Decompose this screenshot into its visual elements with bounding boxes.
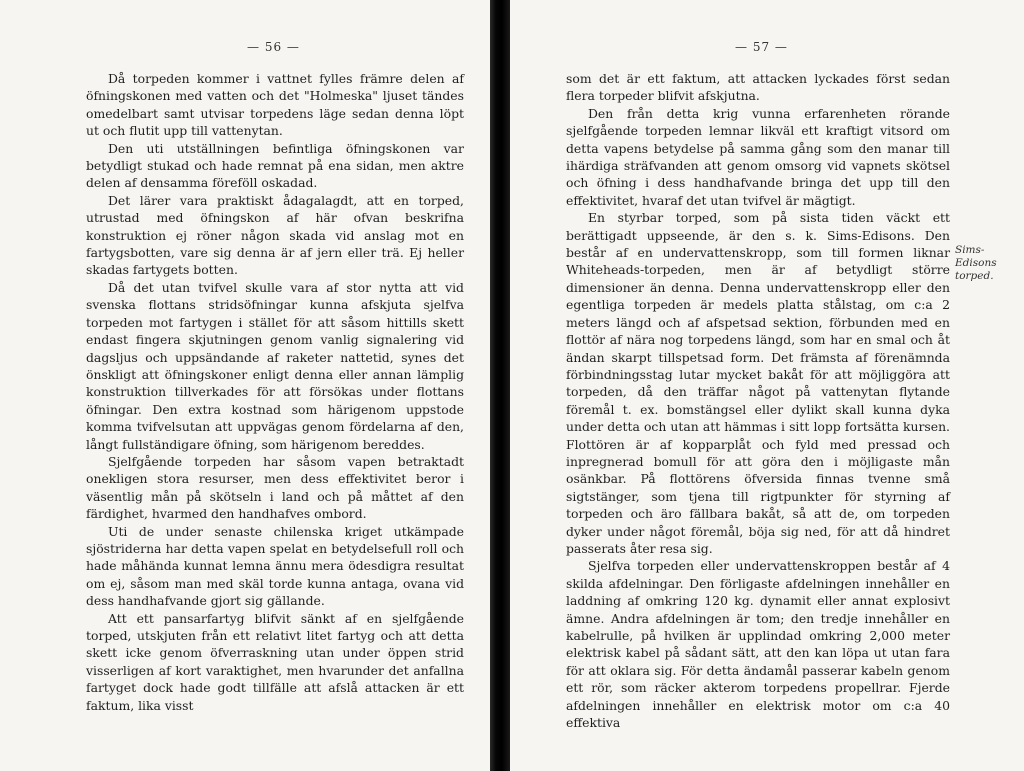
paragraph: Då torpeden kommer i vattnet fylles främre delen af öfningskonen med vatten och det "Holmeska" ljuset tändes omedelbart samt utvisar torpedens läge sedan denna löpt ut och flutit upp till vattenytan. bbox=[86, 71, 464, 139]
paragraph: Att ett pansarfartyg blifvit sänkt af en sjelfgående torped, utskjuten från ett relativt litet fartyg och att detta skett icke genom öfverraskning utan under öppen strid visserligen af kort varaktighet, men hvarunder det anfallna fartyget dock hade godt tillfälle att afslå attacken är ett faktum, lika visst bbox=[86, 610, 464, 713]
paragraph: Sjelfva torpeden eller undervattenskroppen består af 4 skilda afdelningar. Den förligaste afdelningen innehåller en laddning af omkring 120 kg. dynamit eller annat explosivt ämne. Andra afdelningen är tom; den tredje innehåller en kabelrulle, på hvilken är upplindad omkring 2,000 meter elektrisk kabel på sådant sätt, att den kan löpa ut utan fara för att oklara sig. För detta ändamål passerar kabeln genom ett rör, som räcker akterom torpedens propellrar. Fjerde afdelningen innehåller en elektrisk motor om c:a 40 effektiva bbox=[566, 558, 950, 731]
left-page-text bbox=[86, 70, 464, 714]
paragraph: Det lärer vara praktiskt ådagalagdt, att en torped, utrustad med öfningskon af här ofvan beskrifna konstruktion ej röner någon skada vid anslag mot en fartygsbotten, vare sig denna är af jern eller trä. Ej heller skadas fartygets botten. bbox=[86, 192, 464, 278]
book-gutter bbox=[490, 0, 510, 771]
paragraph: Sjelfgående torpeden har såsom vapen betraktadt onekligen stora resurser, men dess effektivitet beror i väsentlig mån på skötseln i land och på måttet af den färdighet, hvarmed den handhafves ombord. bbox=[86, 453, 464, 522]
left-page bbox=[0, 0, 490, 771]
page-number-56: — 56 — bbox=[247, 40, 300, 54]
paragraph: Den från detta krig vunna erfarenheten rörande sjelfgående torpeden lemnar likväl ett kraftigt vitsord om detta vapens betydelse på samma gång som den manar till ihärdiga sträfvanden att genom omsorg vid vapnets skötsel och öfning i dess handhafvande bringa det upp till den effektivitet, hvaraf det utan tvifvel är mägtigt. bbox=[566, 105, 950, 208]
paragraph: Uti de under senaste chilenska kriget utkämpade sjöstriderna har detta vapen spelat en betydelsefull roll och hade måhända kunnat lemna ännu mera ödesdigra resultat om ej, såsom man med skäl torde kunna antaga, ovana vid dess handhafvande gjort sig gällande. bbox=[86, 523, 464, 609]
right-page-text bbox=[566, 70, 950, 731]
page-number-57: — 57 — bbox=[735, 40, 788, 54]
paragraph: som det är ett faktum, att attacken lyckades först sedan flera torpeder blifvit afskjutna. bbox=[566, 71, 950, 104]
paragraph: Då det utan tvifvel skulle vara af stor nytta att vid svenska flottans stridsöfningar kunna afskjuta sjelfva torpeden mot fartygen i stället för att såsom hittills skett endast fingera skjutningen genom vanlig signalering vid dagsljus och uppsändande af raketer nattetid, synes det önskligt att öfningskoner enligt denna eller annan lämplig konstruktion tillverkades för att försökas under flottans öfningar. Den extra kostnad som härigenom uppstode komma tvifvelsutan att uppvägas genom fördelarna af den, långt fullständigare öfning, som härigenom bereddes. bbox=[86, 279, 464, 452]
paragraph: En styrbar torped, som på sista tiden väckt ett berättigadt uppseende, är den s. k. Sims-Edisons. Den består af en undervattenskropp, som till formen liknar Whiteheads-torpeden, men är af betydligt större dimensioner än denna. Denna undervattenskropp eller den egentliga torpeden är medels platta stålstag, om c:a 2 meters längd och af afspetsad sektion, förbunden med en flottör af nära nog torpedens längd, som har en smal och åt ändan skarpt tillspetsad form. Det främsta af förenämnda förbindningsstag lutar mycket bakåt för att möjliggöra att torpeden, då den träffar något på vattenytan flytande föremål t. ex. bomstängsel eller dylikt skall kunna dyka under detta och utan att hämmas i sitt lopp fortsätta kursen. Flottören är af kopparplåt och fyld med pressad och inpregnerad bomull för att göra den i möjligaste mån osänkbar. På flottörens öfversida finnas tvenne små sigtstänger, som tjena till rigtpunkter för styrning af torpeden och äro fällbara bakåt, så att de, om torpeden dyker under något föremål, böja sig ned, för att då hindret passerats åter resa sig. bbox=[566, 210, 950, 556]
right-page bbox=[510, 0, 1024, 771]
margin-note: Sims-Edisons torped. bbox=[955, 244, 997, 282]
paragraph: Den uti utställningen befintliga öfningskonen var betydligt stukad och hade remnat på ena sidan, men aktre delen af densamma föreföll oskadad. bbox=[86, 140, 464, 191]
